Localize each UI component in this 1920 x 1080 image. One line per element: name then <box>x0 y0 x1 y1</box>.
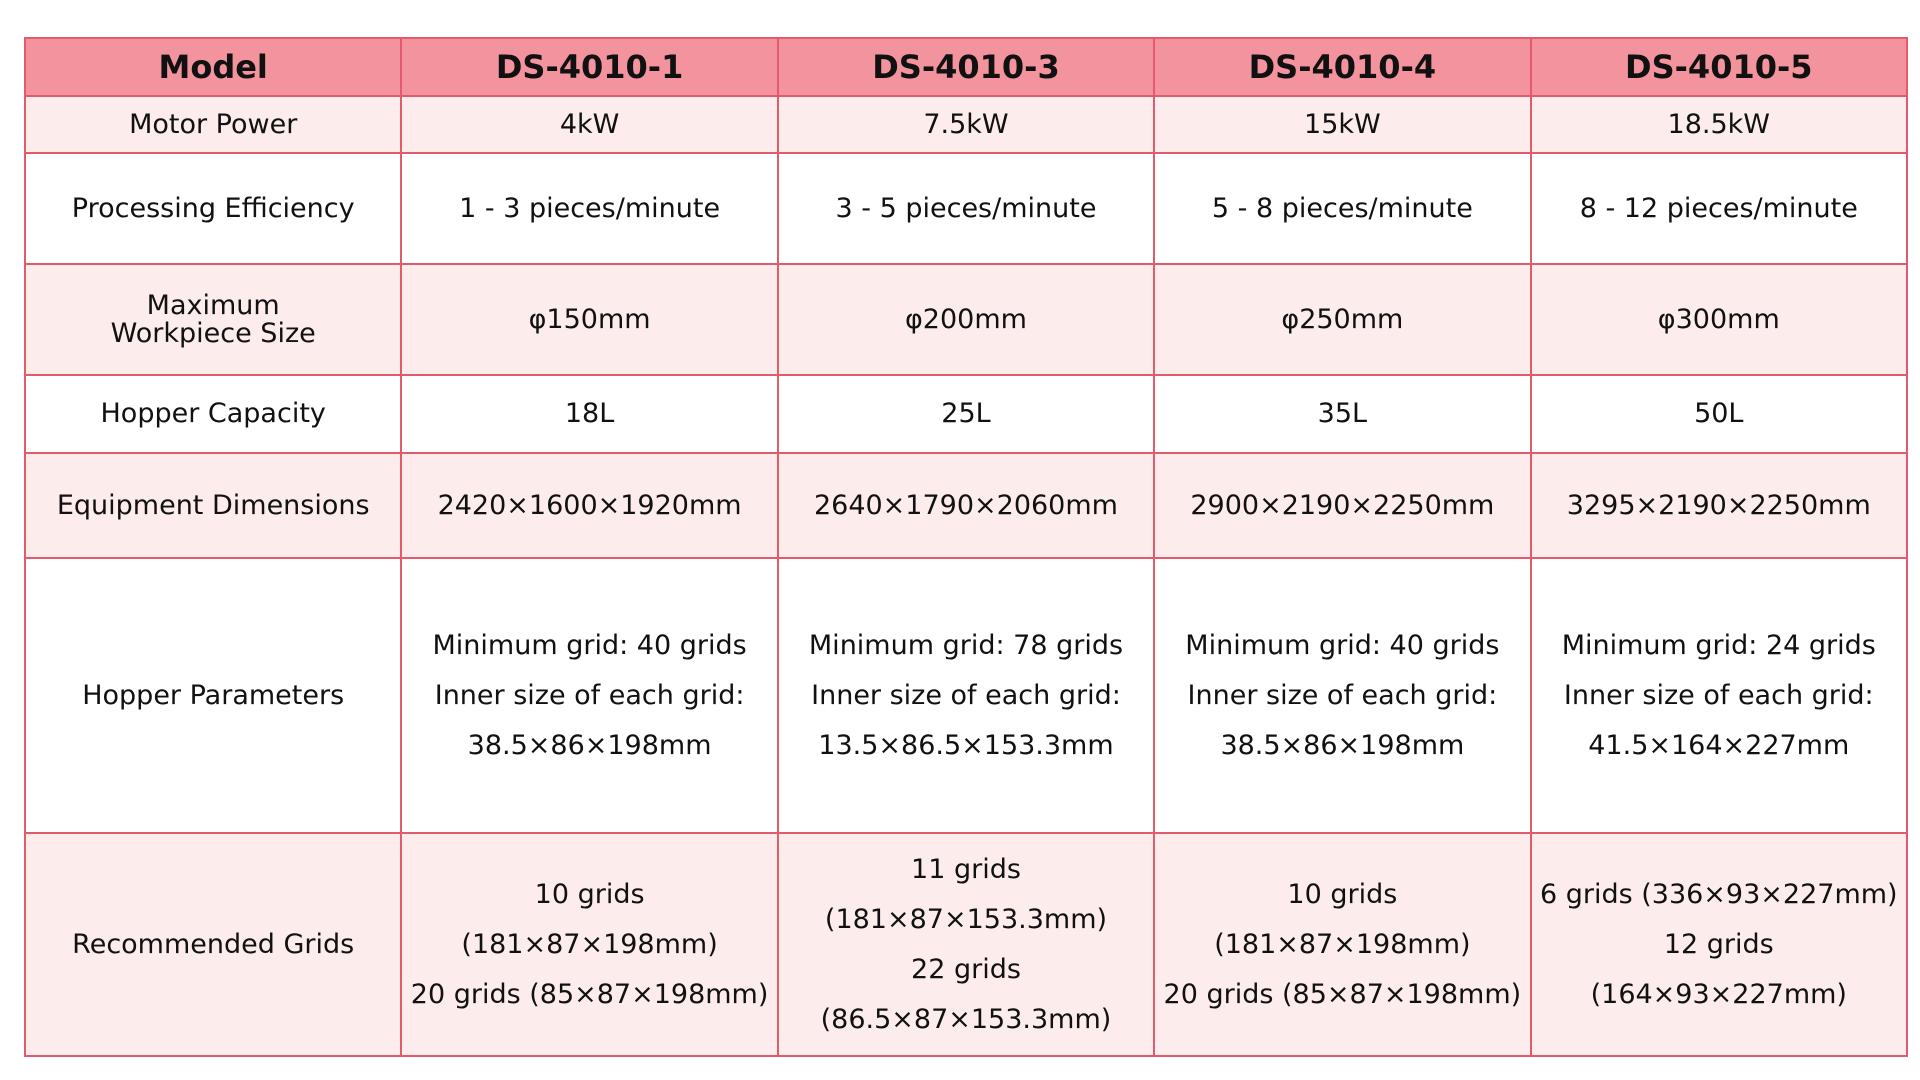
table-cell: 2420×1600×1920mm <box>401 453 777 558</box>
table-cell: 3295×2190×2250mm <box>1531 453 1907 558</box>
table-cell: φ150mm <box>401 264 777 375</box>
row-hopper-capacity <box>25 375 1907 453</box>
model-header-ds-4010-5: DS-4010-5 <box>1531 38 1907 96</box>
cell-line: 41.5×164×227mm <box>1588 729 1850 761</box>
cell-line: (164×93×227mm) <box>1590 978 1847 1010</box>
table-cell: 2900×2190×2250mm <box>1154 453 1530 558</box>
row-label-max-workpiece-size <box>25 264 401 375</box>
model-header-ds-4010-3: DS-4010-3 <box>778 38 1154 96</box>
table-cell: 35L <box>1154 375 1530 453</box>
row-recommended-grids <box>25 833 1907 1056</box>
cell-line: 20 grids (85×87×198mm) <box>410 978 769 1010</box>
table-cell <box>778 833 1154 1056</box>
table-cell: 18L <box>401 375 777 453</box>
row-max-workpiece-size <box>25 264 1907 375</box>
cell-line: Minimum grid: 24 grids <box>1561 629 1876 661</box>
cell-line: Inner size of each grid: <box>434 679 745 711</box>
table-cell: 50L <box>1531 375 1907 453</box>
row-label-line: Maximum <box>146 289 280 321</box>
header-row <box>25 38 1907 96</box>
table-cell <box>401 558 777 833</box>
table-cell <box>778 558 1154 833</box>
spec-table <box>24 37 1908 1057</box>
row-equipment-dimensions <box>25 453 1907 558</box>
table-cell <box>1154 833 1530 1056</box>
table-cell: 1 - 3 pieces/minute <box>401 153 777 264</box>
row-motor-power <box>25 96 1907 153</box>
cell-line: 6 grids (336×93×227mm) <box>1539 878 1898 910</box>
table-cell: 5 - 8 pieces/minute <box>1154 153 1530 264</box>
table-cell: 3 - 5 pieces/minute <box>778 153 1154 264</box>
model-header-ds-4010-4: DS-4010-4 <box>1154 38 1530 96</box>
table-cell: 8 - 12 pieces/minute <box>1531 153 1907 264</box>
table-cell: φ200mm <box>778 264 1154 375</box>
table-cell: 25L <box>778 375 1154 453</box>
table-cell <box>1154 558 1530 833</box>
row-label-line: Workpiece Size <box>110 317 316 349</box>
table-cell: 7.5kW <box>778 96 1154 153</box>
cell-line: Inner size of each grid: <box>1563 679 1874 711</box>
table-cell: φ250mm <box>1154 264 1530 375</box>
cell-line: 10 grids <box>534 878 645 910</box>
cell-line: 38.5×86×198mm <box>467 729 712 761</box>
cell-line: Inner size of each grid: <box>811 679 1121 711</box>
cell-line: (181×87×153.3mm) <box>824 903 1108 935</box>
row-processing-efficiency <box>25 153 1907 264</box>
table-cell: 15kW <box>1154 96 1530 153</box>
cell-line: 11 grids <box>911 853 1021 885</box>
cell-line: Inner size of each grid: <box>1187 679 1498 711</box>
row-label-processing-efficiency: Processing Efficiency <box>25 153 401 264</box>
cell-line: (86.5×87×153.3mm) <box>820 1003 1112 1035</box>
table-cell: φ300mm <box>1531 264 1907 375</box>
table-cell <box>401 833 777 1056</box>
cell-line: 20 grids (85×87×198mm) <box>1163 978 1522 1010</box>
cell-line: 13.5×86.5×153.3mm <box>818 729 1114 761</box>
table-cell: 4kW <box>401 96 777 153</box>
model-header: Model <box>25 38 401 96</box>
table-cell: 2640×1790×2060mm <box>778 453 1154 558</box>
cell-line: Minimum grid: 40 grids <box>1185 629 1500 661</box>
cell-line: 12 grids <box>1663 928 1774 960</box>
row-hopper-parameters <box>25 558 1907 833</box>
table-cell: 18.5kW <box>1531 96 1907 153</box>
table-cell <box>1531 558 1907 833</box>
table-cell <box>1531 833 1907 1056</box>
cell-line: Minimum grid: 40 grids <box>432 629 747 661</box>
row-label-motor-power: Motor Power <box>25 96 401 153</box>
cell-line: 38.5×86×198mm <box>1220 729 1465 761</box>
row-label-hopper-capacity: Hopper Capacity <box>25 375 401 453</box>
cell-line: (181×87×198mm) <box>461 928 718 960</box>
row-label-hopper-parameters: Hopper Parameters <box>25 558 401 833</box>
cell-line: (181×87×198mm) <box>1214 928 1471 960</box>
cell-line: 22 grids <box>911 953 1021 985</box>
cell-line: Minimum grid: 78 grids <box>808 629 1124 661</box>
cell-line: 10 grids <box>1287 878 1398 910</box>
row-label-recommended-grids: Recommended Grids <box>25 833 401 1056</box>
model-header-ds-4010-1: DS-4010-1 <box>401 38 777 96</box>
row-label-equipment-dimensions: Equipment Dimensions <box>25 453 401 558</box>
